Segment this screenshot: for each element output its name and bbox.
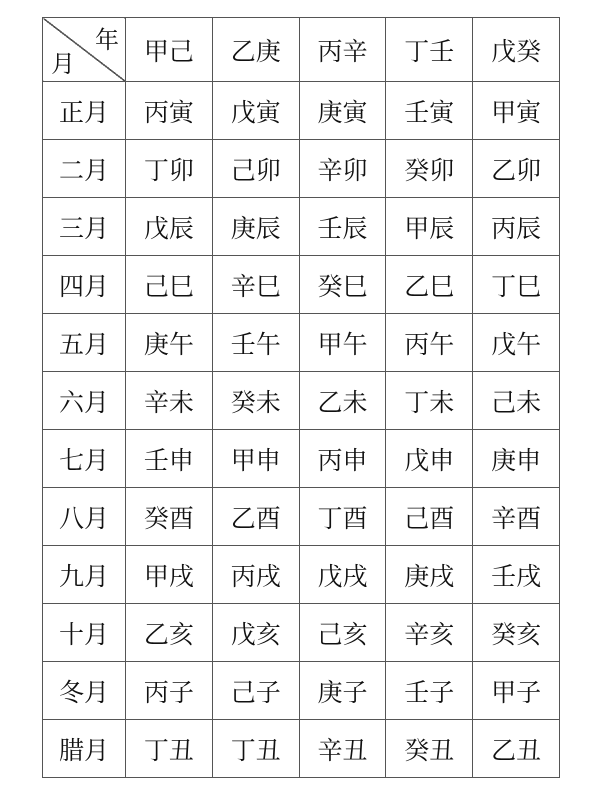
ganzhi-cell: 丁未: [386, 372, 473, 430]
month-label: 五月: [43, 314, 126, 372]
table-row: [43, 488, 560, 546]
ganzhi-cell: 甲申: [212, 430, 299, 488]
ganzhi-cell: 庚辰: [212, 198, 299, 256]
month-label: 四月: [43, 256, 126, 314]
month-label: 二月: [43, 140, 126, 198]
ganzhi-cell: 癸亥: [473, 604, 560, 662]
ganzhi-cell: 癸丑: [386, 720, 473, 778]
year-header: 乙庚: [212, 18, 299, 82]
year-header: 丙辛: [299, 18, 386, 82]
month-label: 三月: [43, 198, 126, 256]
ganzhi-cell: 丁酉: [299, 488, 386, 546]
ganzhi-cell: 丁丑: [126, 720, 213, 778]
ganzhi-cell: 丙子: [126, 662, 213, 720]
ganzhi-cell: 庚寅: [299, 82, 386, 140]
ganzhi-cell: 丙辰: [473, 198, 560, 256]
ganzhi-cell: 癸卯: [386, 140, 473, 198]
ganzhi-cell: 辛卯: [299, 140, 386, 198]
ganzhi-cell: 辛丑: [299, 720, 386, 778]
ganzhi-cell: 壬辰: [299, 198, 386, 256]
month-label: 六月: [43, 372, 126, 430]
table-row: [43, 140, 560, 198]
ganzhi-cell: 癸酉: [126, 488, 213, 546]
ganzhi-cell: 己子: [212, 662, 299, 720]
month-label: 十月: [43, 604, 126, 662]
table-row: [43, 314, 560, 372]
table-row: [43, 604, 560, 662]
corner-year-label: 年: [95, 26, 119, 54]
table-row: [43, 198, 560, 256]
ganzhi-cell: 戊申: [386, 430, 473, 488]
ganzhi-cell: 甲午: [299, 314, 386, 372]
ganzhi-cell: 丙午: [386, 314, 473, 372]
year-header: 戊癸: [473, 18, 560, 82]
ganzhi-cell: 己亥: [299, 604, 386, 662]
ganzhi-cell: 辛亥: [386, 604, 473, 662]
month-pillar-table: [42, 17, 560, 778]
ganzhi-cell: 癸巳: [299, 256, 386, 314]
table-body: [43, 18, 560, 778]
corner-month-label: 月: [51, 50, 75, 78]
header-row: [43, 18, 560, 82]
ganzhi-cell: 乙未: [299, 372, 386, 430]
ganzhi-cell: 壬午: [212, 314, 299, 372]
table-row: [43, 546, 560, 604]
ganzhi-cell: 丁巳: [473, 256, 560, 314]
ganzhi-cell: 庚申: [473, 430, 560, 488]
ganzhi-cell: 乙丑: [473, 720, 560, 778]
month-label: 腊月: [43, 720, 126, 778]
ganzhi-cell: 乙卯: [473, 140, 560, 198]
corner-cell: [43, 18, 126, 82]
ganzhi-cell: 壬子: [386, 662, 473, 720]
table-row: [43, 720, 560, 778]
ganzhi-cell: 丁卯: [126, 140, 213, 198]
year-header: 丁壬: [386, 18, 473, 82]
ganzhi-cell: 甲子: [473, 662, 560, 720]
ganzhi-cell: 丙寅: [126, 82, 213, 140]
ganzhi-cell: 戊午: [473, 314, 560, 372]
ganzhi-cell: 乙巳: [386, 256, 473, 314]
month-label: 七月: [43, 430, 126, 488]
ganzhi-cell: 壬戌: [473, 546, 560, 604]
month-label: 冬月: [43, 662, 126, 720]
table-row: [43, 372, 560, 430]
ganzhi-cell: 庚午: [126, 314, 213, 372]
ganzhi-cell: 壬寅: [386, 82, 473, 140]
ganzhi-cell: 戊寅: [212, 82, 299, 140]
ganzhi-cell: 壬申: [126, 430, 213, 488]
ganzhi-cell: 乙酉: [212, 488, 299, 546]
ganzhi-cell: 庚戌: [386, 546, 473, 604]
ganzhi-cell: 戊亥: [212, 604, 299, 662]
table-row: [43, 662, 560, 720]
ganzhi-cell: 丙申: [299, 430, 386, 488]
table-row: [43, 82, 560, 140]
ganzhi-cell: 戊戌: [299, 546, 386, 604]
ganzhi-cell: 癸未: [212, 372, 299, 430]
ganzhi-cell: 己巳: [126, 256, 213, 314]
ganzhi-cell: 辛酉: [473, 488, 560, 546]
ganzhi-cell: 丙戌: [212, 546, 299, 604]
ganzhi-cell: 戊辰: [126, 198, 213, 256]
ganzhi-cell: 甲戌: [126, 546, 213, 604]
ganzhi-cell: 乙亥: [126, 604, 213, 662]
month-label: 八月: [43, 488, 126, 546]
month-label: 正月: [43, 82, 126, 140]
table-row: [43, 430, 560, 488]
ganzhi-cell: 甲辰: [386, 198, 473, 256]
ganzhi-cell: 己未: [473, 372, 560, 430]
table-row: [43, 256, 560, 314]
ganzhi-cell: 己卯: [212, 140, 299, 198]
year-header: 甲己: [126, 18, 213, 82]
month-label: 九月: [43, 546, 126, 604]
ganzhi-cell: 丁丑: [212, 720, 299, 778]
ganzhi-cell: 甲寅: [473, 82, 560, 140]
ganzhi-cell: 辛未: [126, 372, 213, 430]
ganzhi-cell: 己酉: [386, 488, 473, 546]
ganzhi-cell: 辛巳: [212, 256, 299, 314]
ganzhi-cell: 庚子: [299, 662, 386, 720]
